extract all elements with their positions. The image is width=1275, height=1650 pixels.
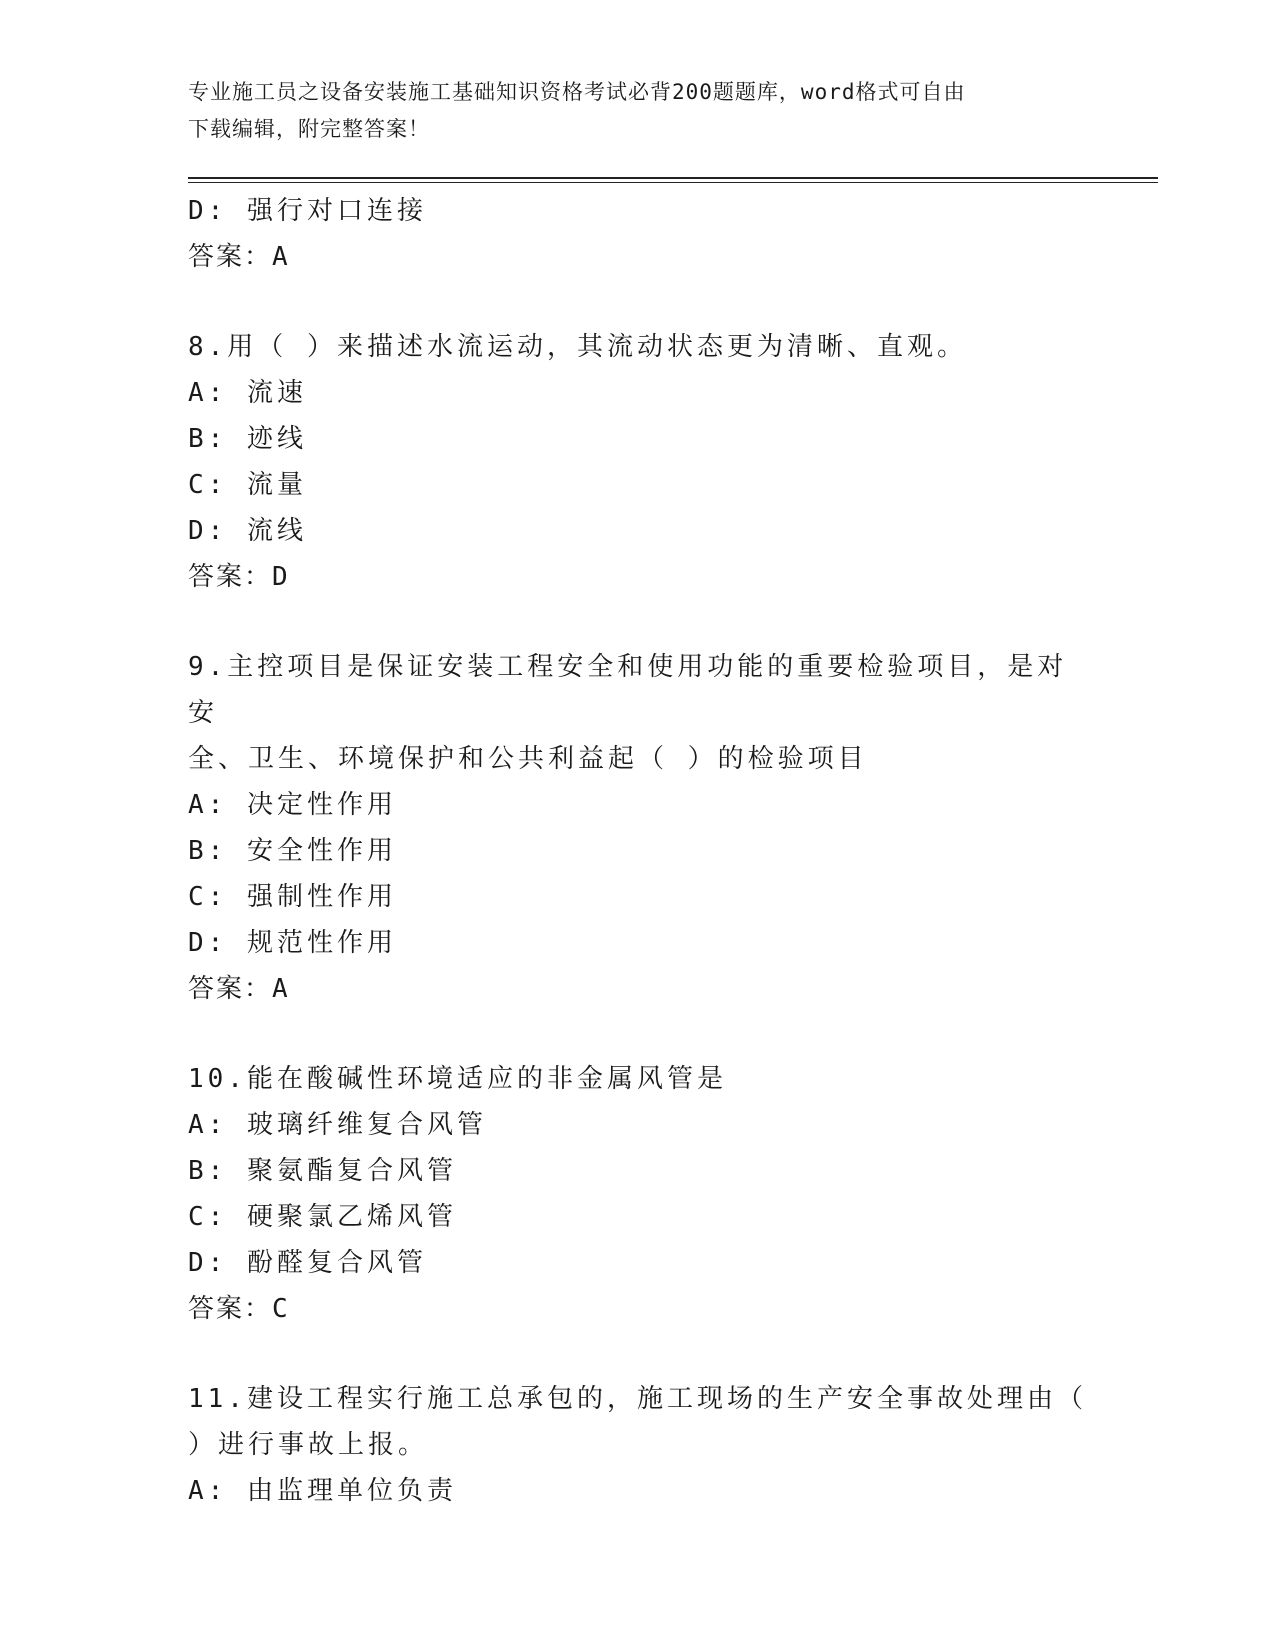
q8-option-b: B: 迹线 [188,424,307,454]
question-list [188,188,1088,1514]
header-divider-thin [188,182,1158,183]
q9-option-c: C: 强制性作用 [188,882,397,912]
q10-option-a: A: 玻璃纤维复合风管 [188,1110,487,1140]
q11-stem-line-2: ）进行事故上报。 [188,1430,429,1460]
prev-option-d: D: 强行对口连接 [188,196,427,226]
q8-option-c: C: 流量 [188,470,307,500]
q8-option-a: A: 流速 [188,378,307,408]
q8-option-d: D: 流线 [188,516,307,546]
header-line-1: 专业施工员之设备安装施工基础知识资格考试必背200题题库，word格式可自由 [188,80,966,104]
header-divider-thick [188,177,1158,179]
document-header [188,74,1088,148]
q9-answer: 答案：A [188,974,290,1004]
q10-answer: 答案：C [188,1294,290,1324]
q10-stem: 10.能在酸碱性环境适应的非金属风管是 [188,1064,727,1094]
q8-answer: 答案：D [188,562,290,592]
q10-option-c: C: 硬聚氯乙烯风管 [188,1202,457,1232]
q11-stem-line-1: 11.建设工程实行施工总承包的，施工现场的生产安全事故处理由（ [188,1384,1087,1414]
q8-stem: 8.用（ ）来描述水流运动，其流动状态更为清晰、直观。 [188,332,967,362]
header-line-2: 下载编辑，附完整答案！ [188,117,430,141]
q9-stem-line-2: 全、卫生、环境保护和公共利益起（ ）的检验项目 [188,744,868,774]
q9-option-a: A: 决定性作用 [188,790,397,820]
q9-stem-line-1: 9.主控项目是保证安装工程安全和使用功能的重要检验项目，是对安 [188,652,1068,728]
q9-option-b: B: 安全性作用 [188,836,397,866]
q10-option-b: B: 聚氨酯复合风管 [188,1156,457,1186]
prev-answer: 答案：A [188,242,290,272]
q11-option-a: A: 由监理单位负责 [188,1476,457,1506]
q10-option-d: D: 酚醛复合风管 [188,1248,427,1278]
q9-option-d: D: 规范性作用 [188,928,397,958]
